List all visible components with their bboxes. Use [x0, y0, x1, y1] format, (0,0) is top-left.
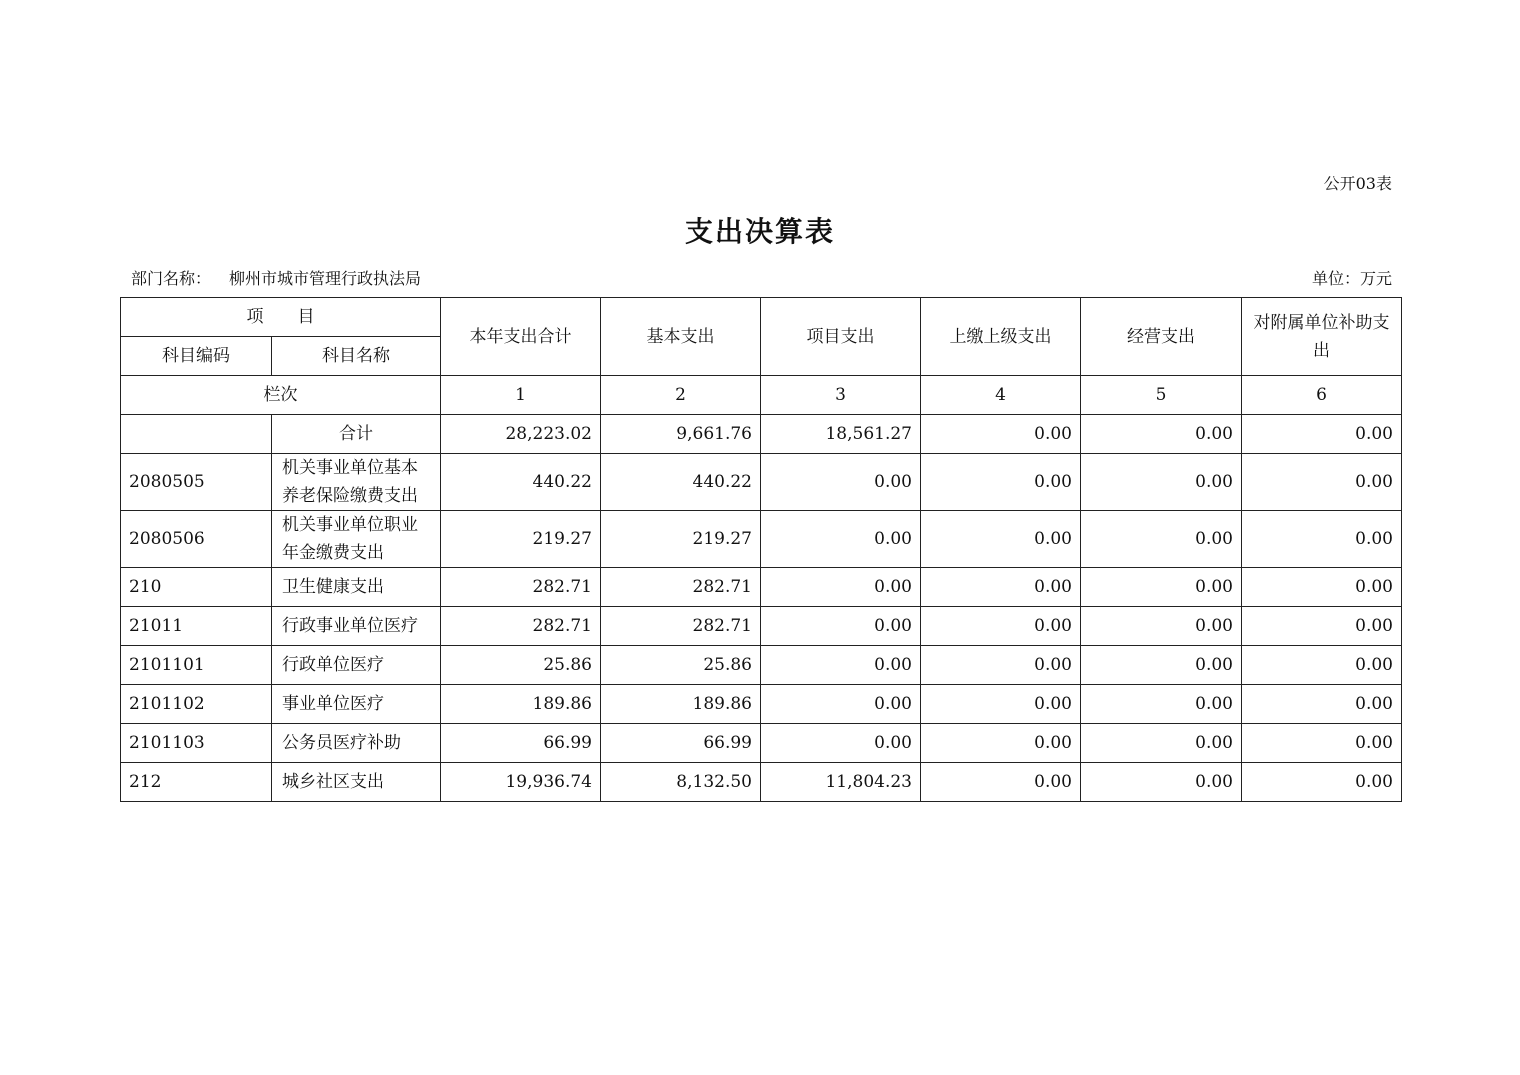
form-number: 公开03表 [1323, 174, 1392, 193]
cell-subsidy: 0.00 [1242, 763, 1402, 802]
table-row [121, 568, 1402, 607]
header-index-6: 6 [1242, 376, 1402, 415]
cell-total: 189.86 [441, 685, 601, 724]
cell-name: 城乡社区支出 [272, 763, 441, 802]
cell-business: 0.00 [1081, 724, 1242, 763]
cell-remit: 0.00 [921, 607, 1081, 646]
cell-remit: 0.00 [921, 646, 1081, 685]
header-business-expenditure: 经营支出 [1081, 298, 1242, 376]
cell-name: 事业单位医疗 [272, 685, 441, 724]
cell-project: 0.00 [761, 511, 921, 568]
header-basic-expenditure: 基本支出 [601, 298, 761, 376]
cell-code: 2101103 [121, 724, 272, 763]
header-code: 科目编码 [121, 337, 272, 376]
department-name: 柳州市城市管理行政执法局 [229, 269, 422, 288]
header-index-2: 2 [601, 376, 761, 415]
page-title: 支出决算表 [684, 215, 835, 248]
cell-code: 2080505 [121, 454, 272, 511]
cell-total: 282.71 [441, 568, 601, 607]
cell-business: 0.00 [1081, 568, 1242, 607]
table-row [121, 511, 1402, 568]
cell-name: 机关事业单位基本养老保险缴费支出 [272, 454, 441, 511]
cell-business: 0.00 [1081, 646, 1242, 685]
cell-project: 0.00 [761, 454, 921, 511]
cell-remit: 0.00 [921, 415, 1081, 454]
cell-subsidy: 0.00 [1242, 568, 1402, 607]
cell-name: 行政事业单位医疗 [272, 607, 441, 646]
cell-project: 0.00 [761, 646, 921, 685]
table-row-total [121, 415, 1402, 454]
header-index-5: 5 [1081, 376, 1242, 415]
cell-project: 0.00 [761, 685, 921, 724]
cell-total: 66.99 [441, 724, 601, 763]
cell-basic: 282.71 [601, 607, 761, 646]
cell-project: 0.00 [761, 607, 921, 646]
department-line [131, 266, 421, 289]
cell-business: 0.00 [1081, 763, 1242, 802]
expenditure-table [120, 297, 1402, 802]
header-total-expenditure: 本年支出合计 [441, 298, 601, 376]
cell-code [121, 415, 272, 454]
cell-subsidy: 0.00 [1242, 511, 1402, 568]
header-index-1: 1 [441, 376, 601, 415]
table-row [121, 763, 1402, 802]
cell-total: 440.22 [441, 454, 601, 511]
cell-business: 0.00 [1081, 415, 1242, 454]
cell-basic: 66.99 [601, 724, 761, 763]
header-index-4: 4 [921, 376, 1081, 415]
header-index-3: 3 [761, 376, 921, 415]
cell-remit: 0.00 [921, 454, 1081, 511]
cell-basic: 219.27 [601, 511, 761, 568]
cell-business: 0.00 [1081, 454, 1242, 511]
cell-subsidy: 0.00 [1242, 607, 1402, 646]
cell-name: 合计 [272, 415, 441, 454]
unit-label: 单位：万元 [1311, 269, 1392, 288]
cell-subsidy: 0.00 [1242, 415, 1402, 454]
cell-total: 282.71 [441, 607, 601, 646]
header-remit-superior: 上缴上级支出 [921, 298, 1081, 376]
cell-project: 0.00 [761, 568, 921, 607]
cell-subsidy: 0.00 [1242, 685, 1402, 724]
table-row [121, 646, 1402, 685]
cell-business: 0.00 [1081, 607, 1242, 646]
cell-code: 212 [121, 763, 272, 802]
cell-code: 2101102 [121, 685, 272, 724]
cell-remit: 0.00 [921, 724, 1081, 763]
cell-total: 25.86 [441, 646, 601, 685]
cell-project: 11,804.23 [761, 763, 921, 802]
table-header [121, 298, 1402, 415]
cell-basic: 282.71 [601, 568, 761, 607]
cell-business: 0.00 [1081, 685, 1242, 724]
cell-name: 公务员医疗补助 [272, 724, 441, 763]
cell-project: 0.00 [761, 724, 921, 763]
table-row [121, 685, 1402, 724]
header-name: 科目名称 [272, 337, 441, 376]
cell-remit: 0.00 [921, 685, 1081, 724]
cell-basic: 25.86 [601, 646, 761, 685]
cell-remit: 0.00 [921, 511, 1081, 568]
cell-total: 19,936.74 [441, 763, 601, 802]
header-project-expenditure: 项目支出 [761, 298, 921, 376]
cell-subsidy: 0.00 [1242, 646, 1402, 685]
cell-name: 卫生健康支出 [272, 568, 441, 607]
cell-code: 2080506 [121, 511, 272, 568]
cell-business: 0.00 [1081, 511, 1242, 568]
cell-name: 行政单位医疗 [272, 646, 441, 685]
cell-code: 2101101 [121, 646, 272, 685]
header-item: 项 目 [121, 298, 441, 337]
cell-basic: 189.86 [601, 685, 761, 724]
table-row [121, 454, 1402, 511]
cell-remit: 0.00 [921, 568, 1081, 607]
department-label: 部门名称： [131, 269, 212, 288]
cell-name: 机关事业单位职业年金缴费支出 [272, 511, 441, 568]
cell-code: 21011 [121, 607, 272, 646]
table-row [121, 607, 1402, 646]
table-row [121, 724, 1402, 763]
cell-basic: 8,132.50 [601, 763, 761, 802]
cell-code: 210 [121, 568, 272, 607]
cell-total: 28,223.02 [441, 415, 601, 454]
cell-basic: 440.22 [601, 454, 761, 511]
cell-total: 219.27 [441, 511, 601, 568]
table-body [121, 415, 1402, 802]
cell-remit: 0.00 [921, 763, 1081, 802]
cell-project: 18,561.27 [761, 415, 921, 454]
cell-subsidy: 0.00 [1242, 454, 1402, 511]
cell-subsidy: 0.00 [1242, 724, 1402, 763]
header-subsidiary-subsidy: 对附属单位补助支出 [1242, 298, 1402, 376]
header-lanci: 栏次 [121, 376, 441, 415]
cell-basic: 9,661.76 [601, 415, 761, 454]
